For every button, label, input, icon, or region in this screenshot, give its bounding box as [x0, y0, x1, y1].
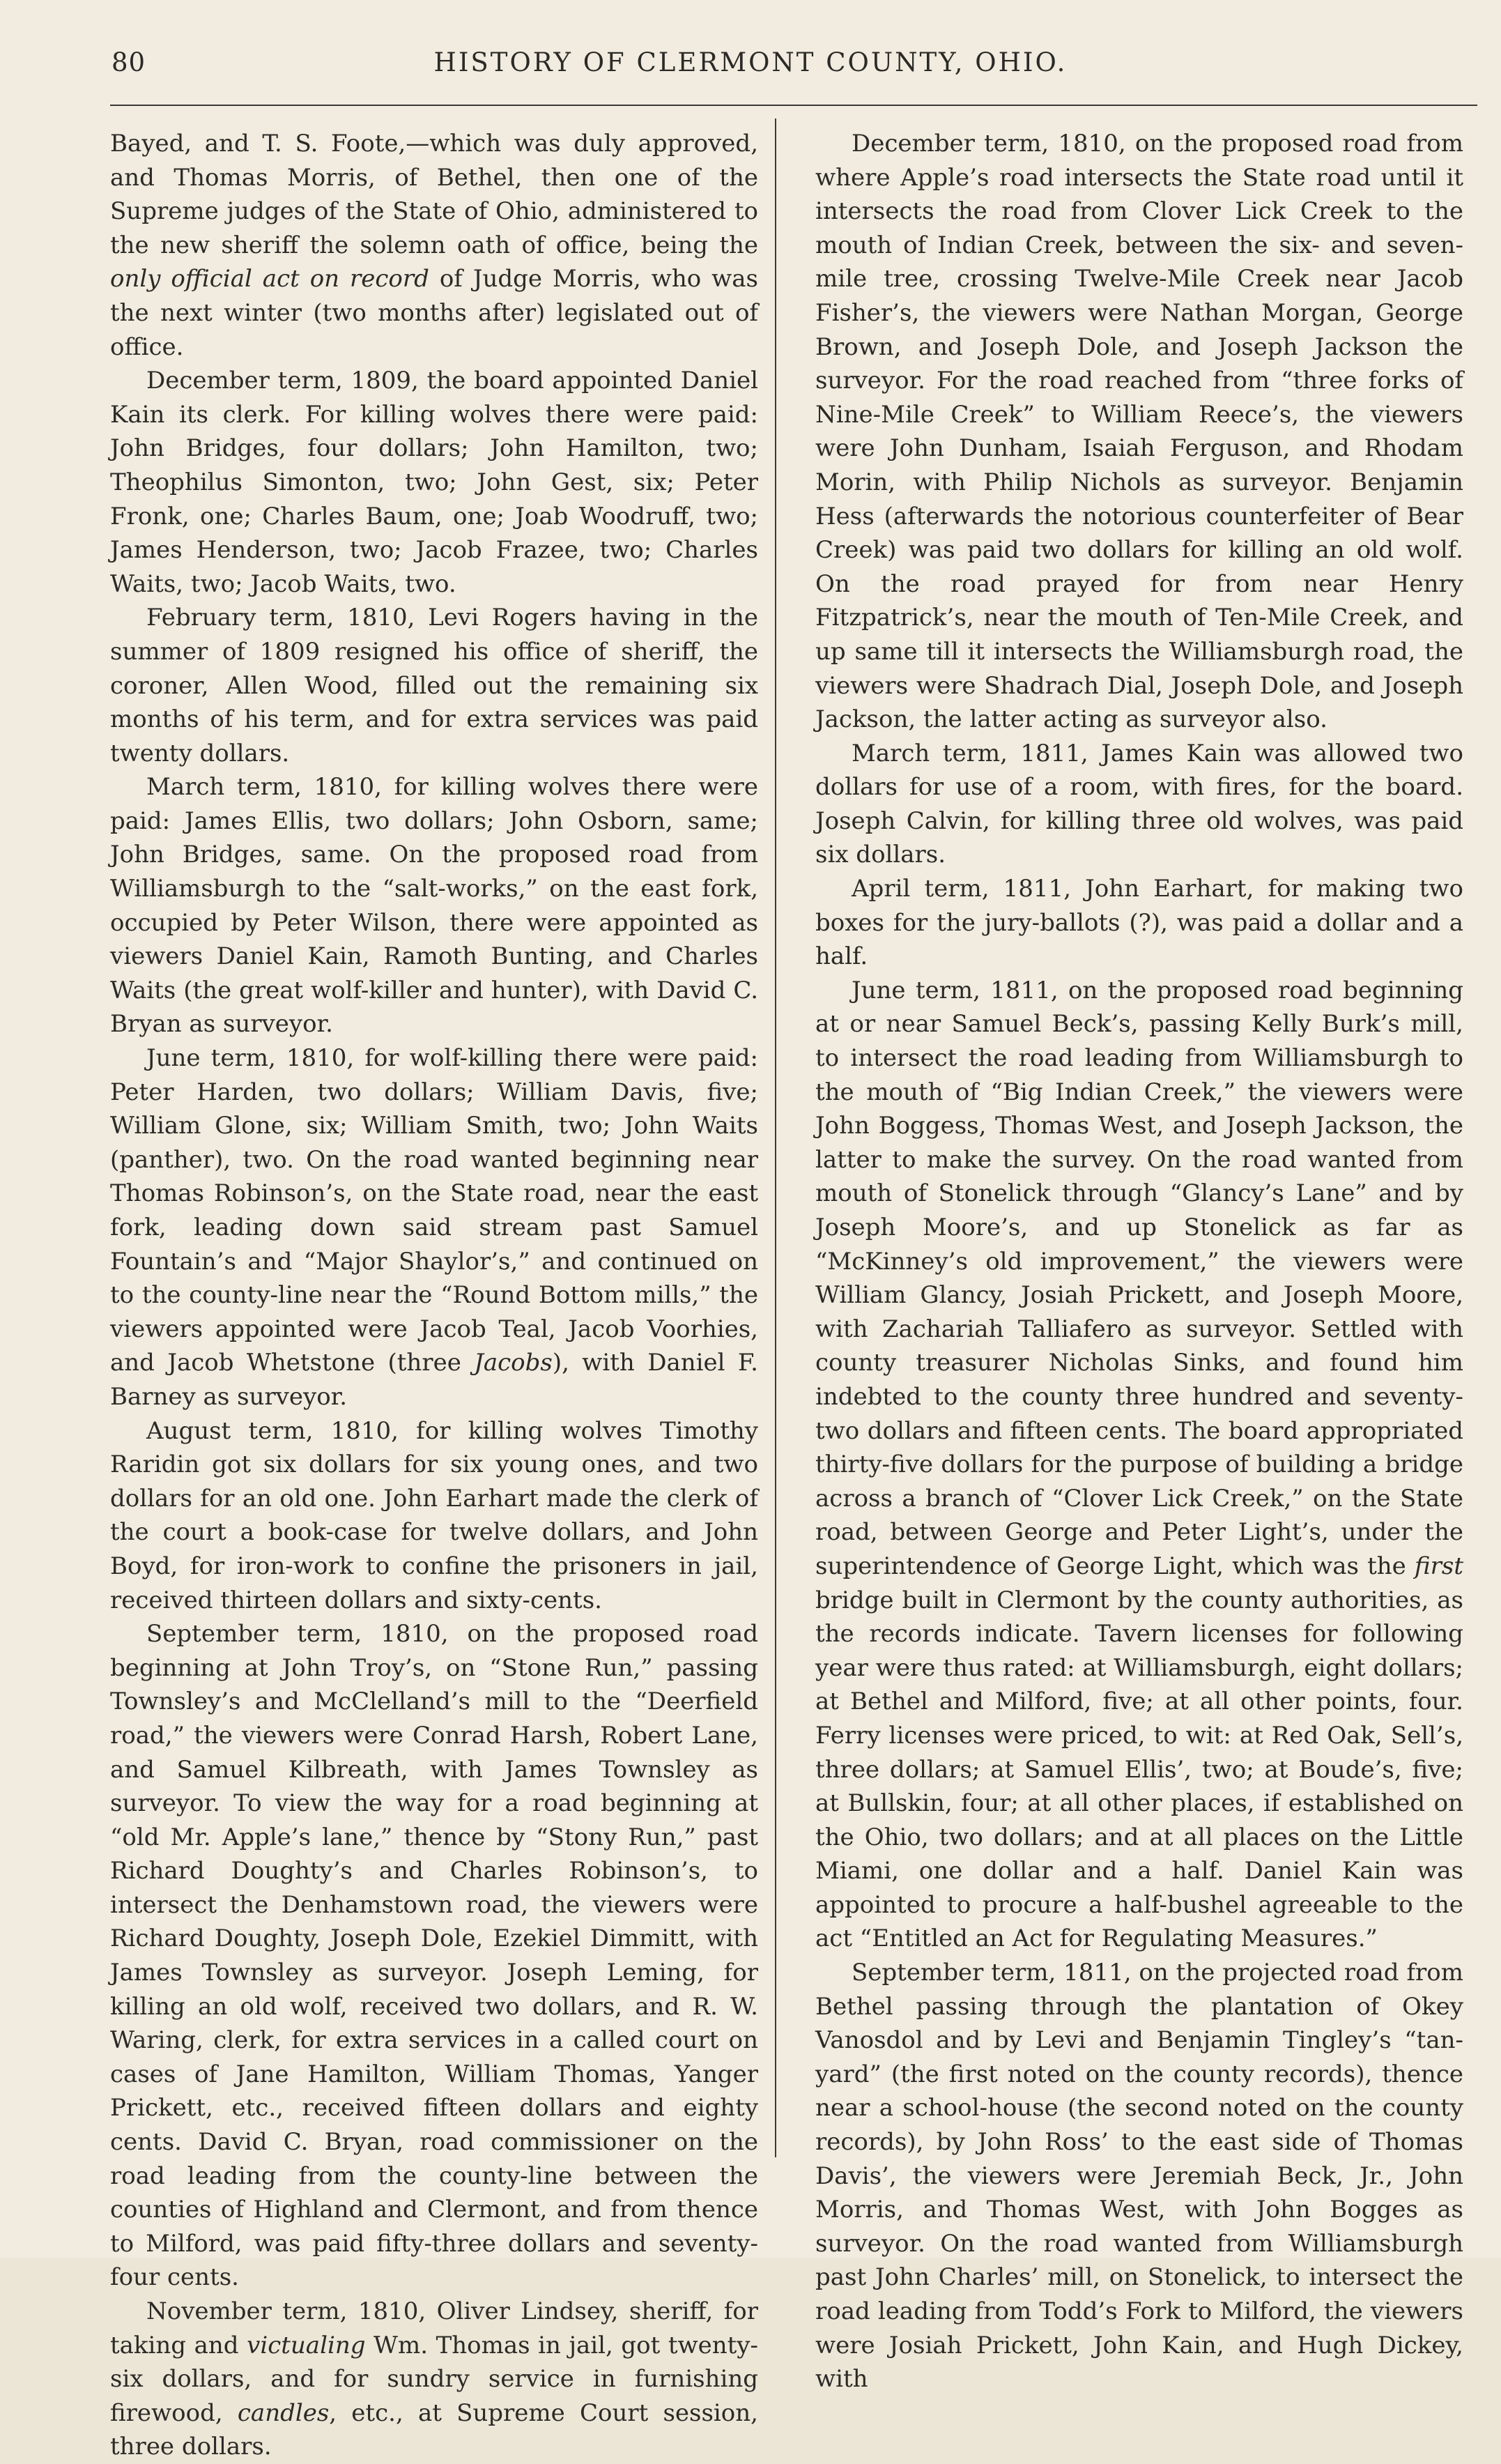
paragraph: June term, 1811, on the proposed road beginning at or near Samuel Beck’s, passing Kelly Burk’s mill, to intersect the road leading from Williamsburgh to the mouth of “Big Indian Creek,” the viewers were John Boggess, Thomas West, and Joseph Jackson, the latter to make the survey. On the road wanted from mouth of Stonelick through “Glancy’s Lane” and by Joseph Moore’s, and up Stonelick as far as “McKinney’s old improvement,” the viewers were William Glancy, Josiah Prickett, and Joseph Moore, with Zachariah Talliafero as surveyor. Settled with county treasurer Nicholas Sinks, and found him indebted to the county three hundred and seventy-two dollars and fifteen cents. The board appropriated thirty-five dollars for the purpose of building a bridge across a branch of “Clover Lick Creek,” on the State road, between George and Peter Light’s, under the superintendence of George Light, which was the first bridge built in Clermont by the county authorities, as the records indicate. Tavern licenses for following year were thus rated: at Williamsburgh, eight dollars; at Bethel and Milford, five; at all other points, four. Ferry licenses were priced, to wit: at Red Oak, Sell’s, three dollars; at Samuel Ellis’, two; at Boude’s, five; at Bullskin, four; at all other places, if established on the Ohio, two dollars; and at all places on the Little Miami, one dollar and a half. Daniel Kain was appointed to procure a half-bushel agreeable to the act “Entitled an Act for Regulating Measures.”: [815, 976, 1463, 1953]
paragraph: September term, 1810, on the proposed road beginning at John Troy’s, on “Stone Run,” passing Townsley’s and McClelland’s mill to the “Deerfield road,” the viewers were Conrad Harsh, Robert Lane, and Samuel Kilbreath, with James Townsley as surveyor. To view the way for a road beginning at “old Mr. Apple’s lane,” thence by “Stony Run,” past Richard Doughty’s and Charles Robinson’s, to intersect the Denhamstown road, the viewers were Richard Doughty, Joseph Dole, Ezekiel Dimmitt, with James Townsley as surveyor. Joseph Leming, for killing an old wolf, received two dollars, and R. W. Waring, clerk, for extra services in a called court on cases of Jane Hamilton, William Thomas, Yanger Prickett, etc., received fifteen dollars and eighty cents. David C. Bryan, road commissioner on the road leading from the county-line between the counties of Highland and Clermont, and from thence to Milford, was paid fifty-three dollars and seventy-four cents.: [110, 1620, 758, 2292]
paragraph: November term, 1810, Oliver Lindsey, sheriff, for taking and victualing Wm. Thomas in jail, got twenty-six dollars, and for sundry service in furnishing firewood, candles, etc., at Supreme Court session, three dollars.: [110, 2297, 759, 2461]
paragraph: Bayed, and T. S. Foote,—which was duly approved, and Thomas Morris, of Bethel, then one of the Supreme judges of the State of Ohio, administered to the new sheriff the solemn oath of office, being the only official act on record of Judge Morris, who was the next winter (two months after) legislated out of office.: [110, 130, 758, 361]
paragraph: April term, 1811, John Earhart, for making two boxes for the jury-ballots (?), was paid a dollar and a half.: [815, 875, 1463, 971]
paragraph: August term, 1810, for killing wolves Timothy Raridin got six dollars for six young ones, and two dollars for an old one. John Earhart made the clerk of the court a book-case for twelve dollars, and John Boyd, for iron-work to confine the prisoners in jail, received thirteen dollars and sixty-cents.: [110, 1416, 758, 1614]
paragraph: December term, 1810, on the proposed road from where Apple’s road intersects the State road until it intersects the road from Clover Lick Creek to the mouth of Indian Creek, between the six- and seven-mile tree, crossing Twelve-Mile Creek near Jacob Fisher’s, the viewers were Nathan Morgan, George Brown, and Joseph Dole, and Joseph Jackson the surveyor. For the road reached from “three forks of Nine-Mile Creek” to William Reece’s, the viewers were John Dunham, Isaiah Ferguson, and Rhodam Morin, with Philip Nichols as surveyor. Benjamin Hess (afterwards the notorious counterfeiter of Bear Creek) was paid two dollars for killing an old wolf. On the road prayed for from near Henry Fitzpatrick’s, near the mouth of Ten-Mile Creek, and up same till it intersects the Williamsburgh road, the viewers were Shadrach Dial, Joseph Dole, and Joseph Jackson, the latter acting as surveyor also.: [815, 130, 1463, 734]
paragraph: December term, 1809, the board appointed Daniel Kain its clerk. For killing wolves there were paid: John Bridges, four dollars; John Hamilton, two; Theophilus Simonton, two; John Gest, six; Peter Fronk, one; Charles Baum, one; Joab Woodruff, two; James Henderson, two; Jacob Frazee, two; Charles Waits, two; Jacob Waits, two.: [110, 367, 758, 598]
running-title: HISTORY OF CLERMONT COUNTY, OHIO.: [433, 47, 1068, 77]
paragraph: February term, 1810, Levi Rogers having in the summer of 1809 resigned his office of sheriff, the coroner, Allen Wood, filled out the remaining six months of his term, and for extra services was paid twenty dollars.: [110, 604, 758, 767]
page-header: [0, 40, 1501, 82]
paragraph: June term, 1810, for wolf-killing there were paid: Peter Harden, two dollars; William Davis, five; William Glone, six; William Smith, two; John Waits (panther), two. On the road wanted beginning near Thomas Robinson’s, on the State road, near the east fork, leading down said stream past Samuel Fountain’s and “Major Shaylor’s,” and continued on to the county-line near the “Round Bottom mills,” the viewers appointed were Jacob Teal, Jacob Voorhies, and Jacob Whetstone (three Jacobs), with Daniel F. Barney as surveyor.: [110, 1044, 758, 1411]
paragraph: March term, 1810, for killing wolves there were paid: James Ellis, two dollars; John Osborn, same; John Bridges, same. On the proposed road from Williamsburgh to the “salt-works,” on the east fork, occupied by Peter Wilson, there were appointed as viewers Daniel Kain, Ramoth Bunting, and Charles Waits (the great wolf-killer and hunter), with David C. Bryan as surveyor.: [110, 773, 758, 1039]
paragraph: March term, 1811, James Kain was allowed two dollars for use of a room, with fires, for the board. Joseph Calvin, for killing three old wolves, was paid six dollars.: [815, 739, 1463, 869]
header-rule: [110, 105, 1477, 106]
left-column: [110, 127, 758, 2464]
paragraph: September term, 1811, on the projected road from Bethel passing through the plantation of Okey Vanosdol and by Levi and Benjamin Tingley’s “tan-yard” (the first noted on the county records), thence near a school-house (the second noted on the county records), by John Ross’ to the east side of Thomas Davis’, the viewers were Jeremiah Beck, Jr., John Morris, and Thomas West, with John Bogges as surveyor. On the road wanted from Williamsburgh past John Charles’ mill, on Stonelick, to intersect the road leading from Todd’s Fork to Milford, the viewers were Josiah Prickett, John Kain, and Hugh Dickey, with: [815, 1959, 1463, 2394]
right-column: [815, 127, 1463, 2396]
column-divider: [775, 118, 776, 2157]
page-number: 80: [111, 47, 146, 77]
